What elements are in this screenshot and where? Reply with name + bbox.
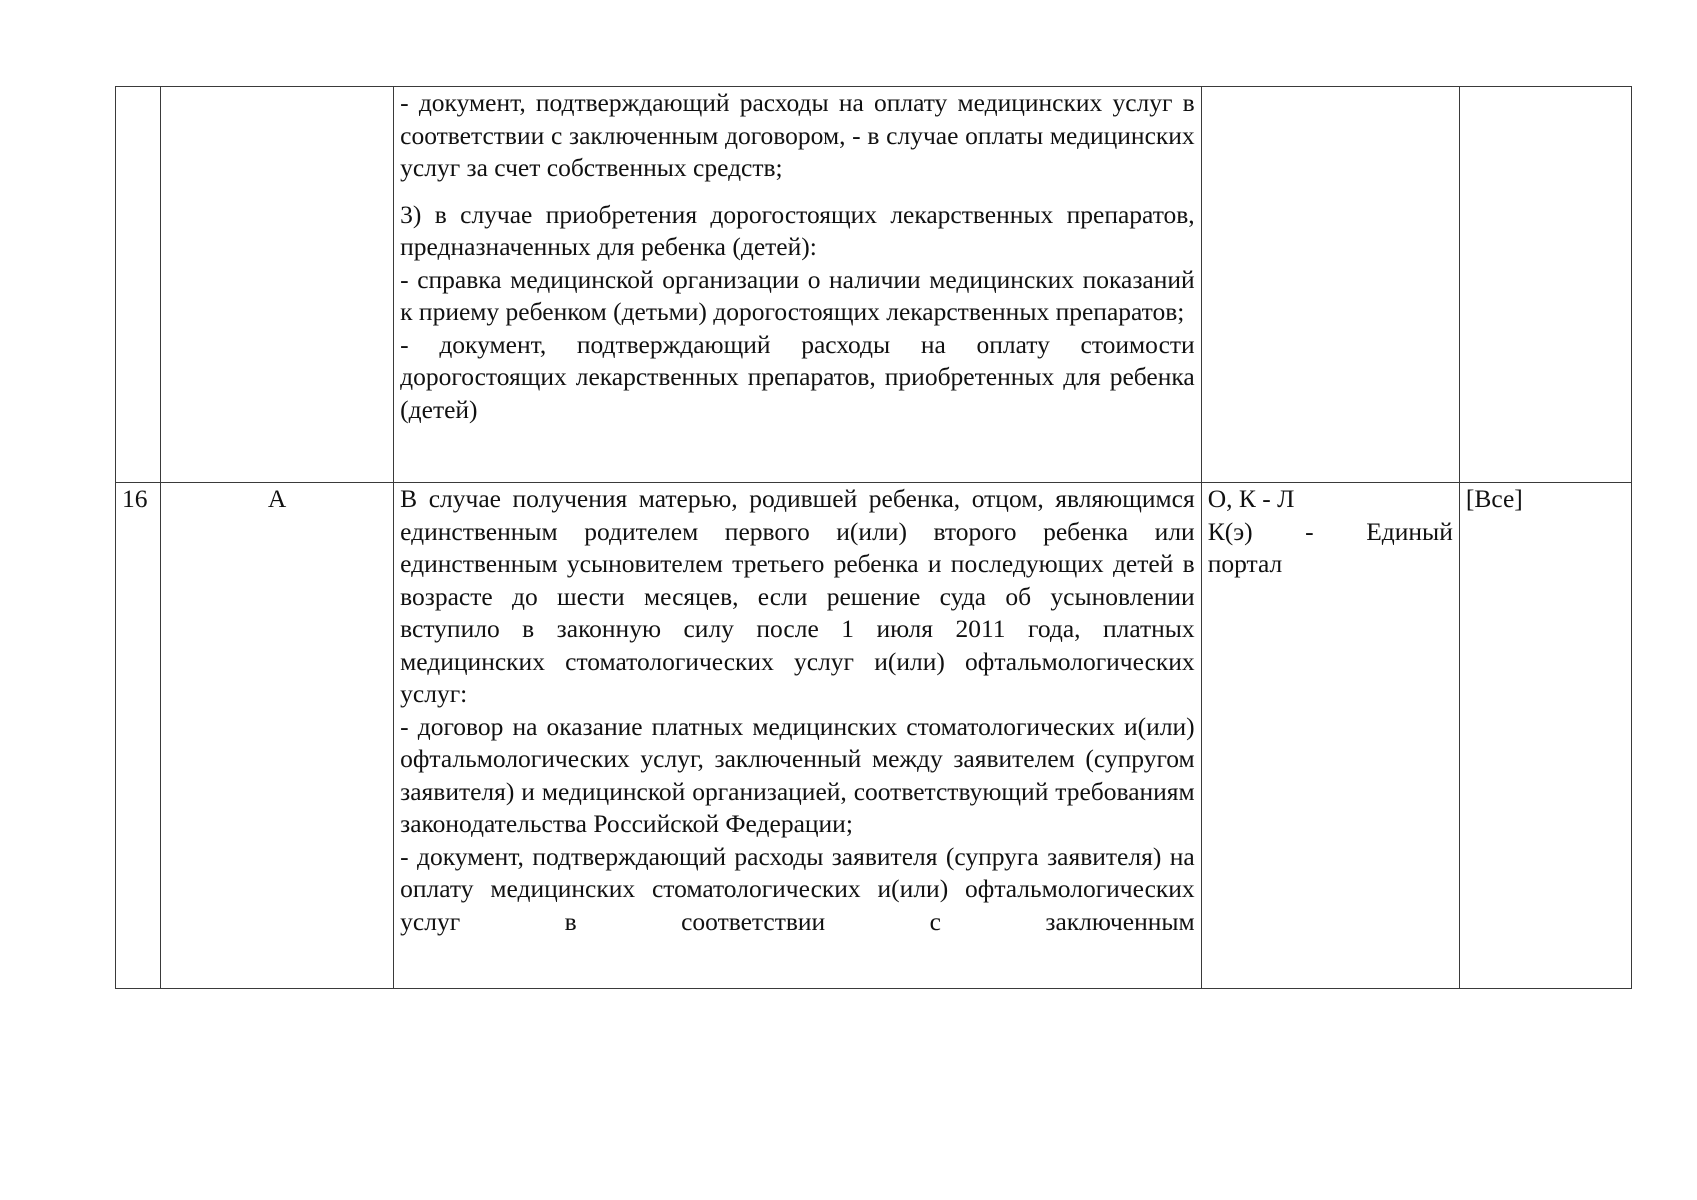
description-list-item: - документ, подтверждающий расходы заявителя (супруга заявителя) на оплату медицинских стоматологических и(или) офтальмологических услуг в соответствии с заключенным bbox=[400, 841, 1195, 936]
cell-reference bbox=[1459, 483, 1631, 989]
documents-line: О, К - Л bbox=[1207, 484, 1295, 513]
description-paragraph: 3) в случае приобретения дорогостоящих лекарственных препаратов, предназначенных для ребенка (детей): bbox=[400, 199, 1195, 261]
documents-line: портал bbox=[1207, 549, 1283, 578]
row-code: А bbox=[267, 484, 287, 513]
description-list-item: - справка медицинской организации о наличии медицинских показаний к приему ребенком (детьми) дорогостоящих лекарственных препаратов; bbox=[400, 264, 1195, 326]
cell-number bbox=[116, 87, 161, 483]
cell-reference bbox=[1459, 87, 1631, 483]
cell-code bbox=[161, 483, 394, 989]
cell-code bbox=[161, 87, 394, 483]
table-container bbox=[115, 86, 1632, 989]
description-list-item: - договор на оказание платных медицинских стоматологических и(или) офтальмологических услуг, заключенный между заявителем (супругом заявителя) и медицинской организацией, соответствующий требованиям законодательства Российской Федерации; bbox=[400, 711, 1195, 838]
table-row-16 bbox=[116, 483, 1632, 989]
description-paragraph: - документ, подтверждающий расходы на оплату медицинских услуг в соответствии с заключенным договором, - в случае оплаты медицинских услуг за счет собственных средств; bbox=[400, 88, 1195, 182]
description-list-item: - документ, подтверждающий расходы на оплату стоимости дорогостоящих лекарственных препаратов, приобретенных для ребенка (детей) bbox=[400, 329, 1195, 424]
reference-tag: [Все] bbox=[1465, 484, 1523, 513]
cell-documents bbox=[1201, 87, 1459, 483]
documents-line: К(э) - Единый bbox=[1207, 516, 1453, 546]
cell-description bbox=[394, 483, 1202, 989]
cell-documents bbox=[1201, 483, 1459, 989]
description-paragraph: В случае получения матерью, родившей ребенка, отцом, являющимся единственным родителем первого и(или) второго ребенка или единственным усыновителем третьего ребенка и последующих детей в возрасте до шести месяцев, если решение суда об усыновлении вступило в законную силу после 1 июля 2011 года, платных медицинских стоматологических услуг и(или) офтальмологических услуг: bbox=[400, 484, 1195, 708]
table-row-continued bbox=[116, 87, 1632, 483]
cell-number bbox=[116, 483, 161, 989]
cell-description bbox=[394, 87, 1202, 483]
row-number: 16 bbox=[122, 484, 148, 513]
requirements-table bbox=[115, 86, 1632, 989]
